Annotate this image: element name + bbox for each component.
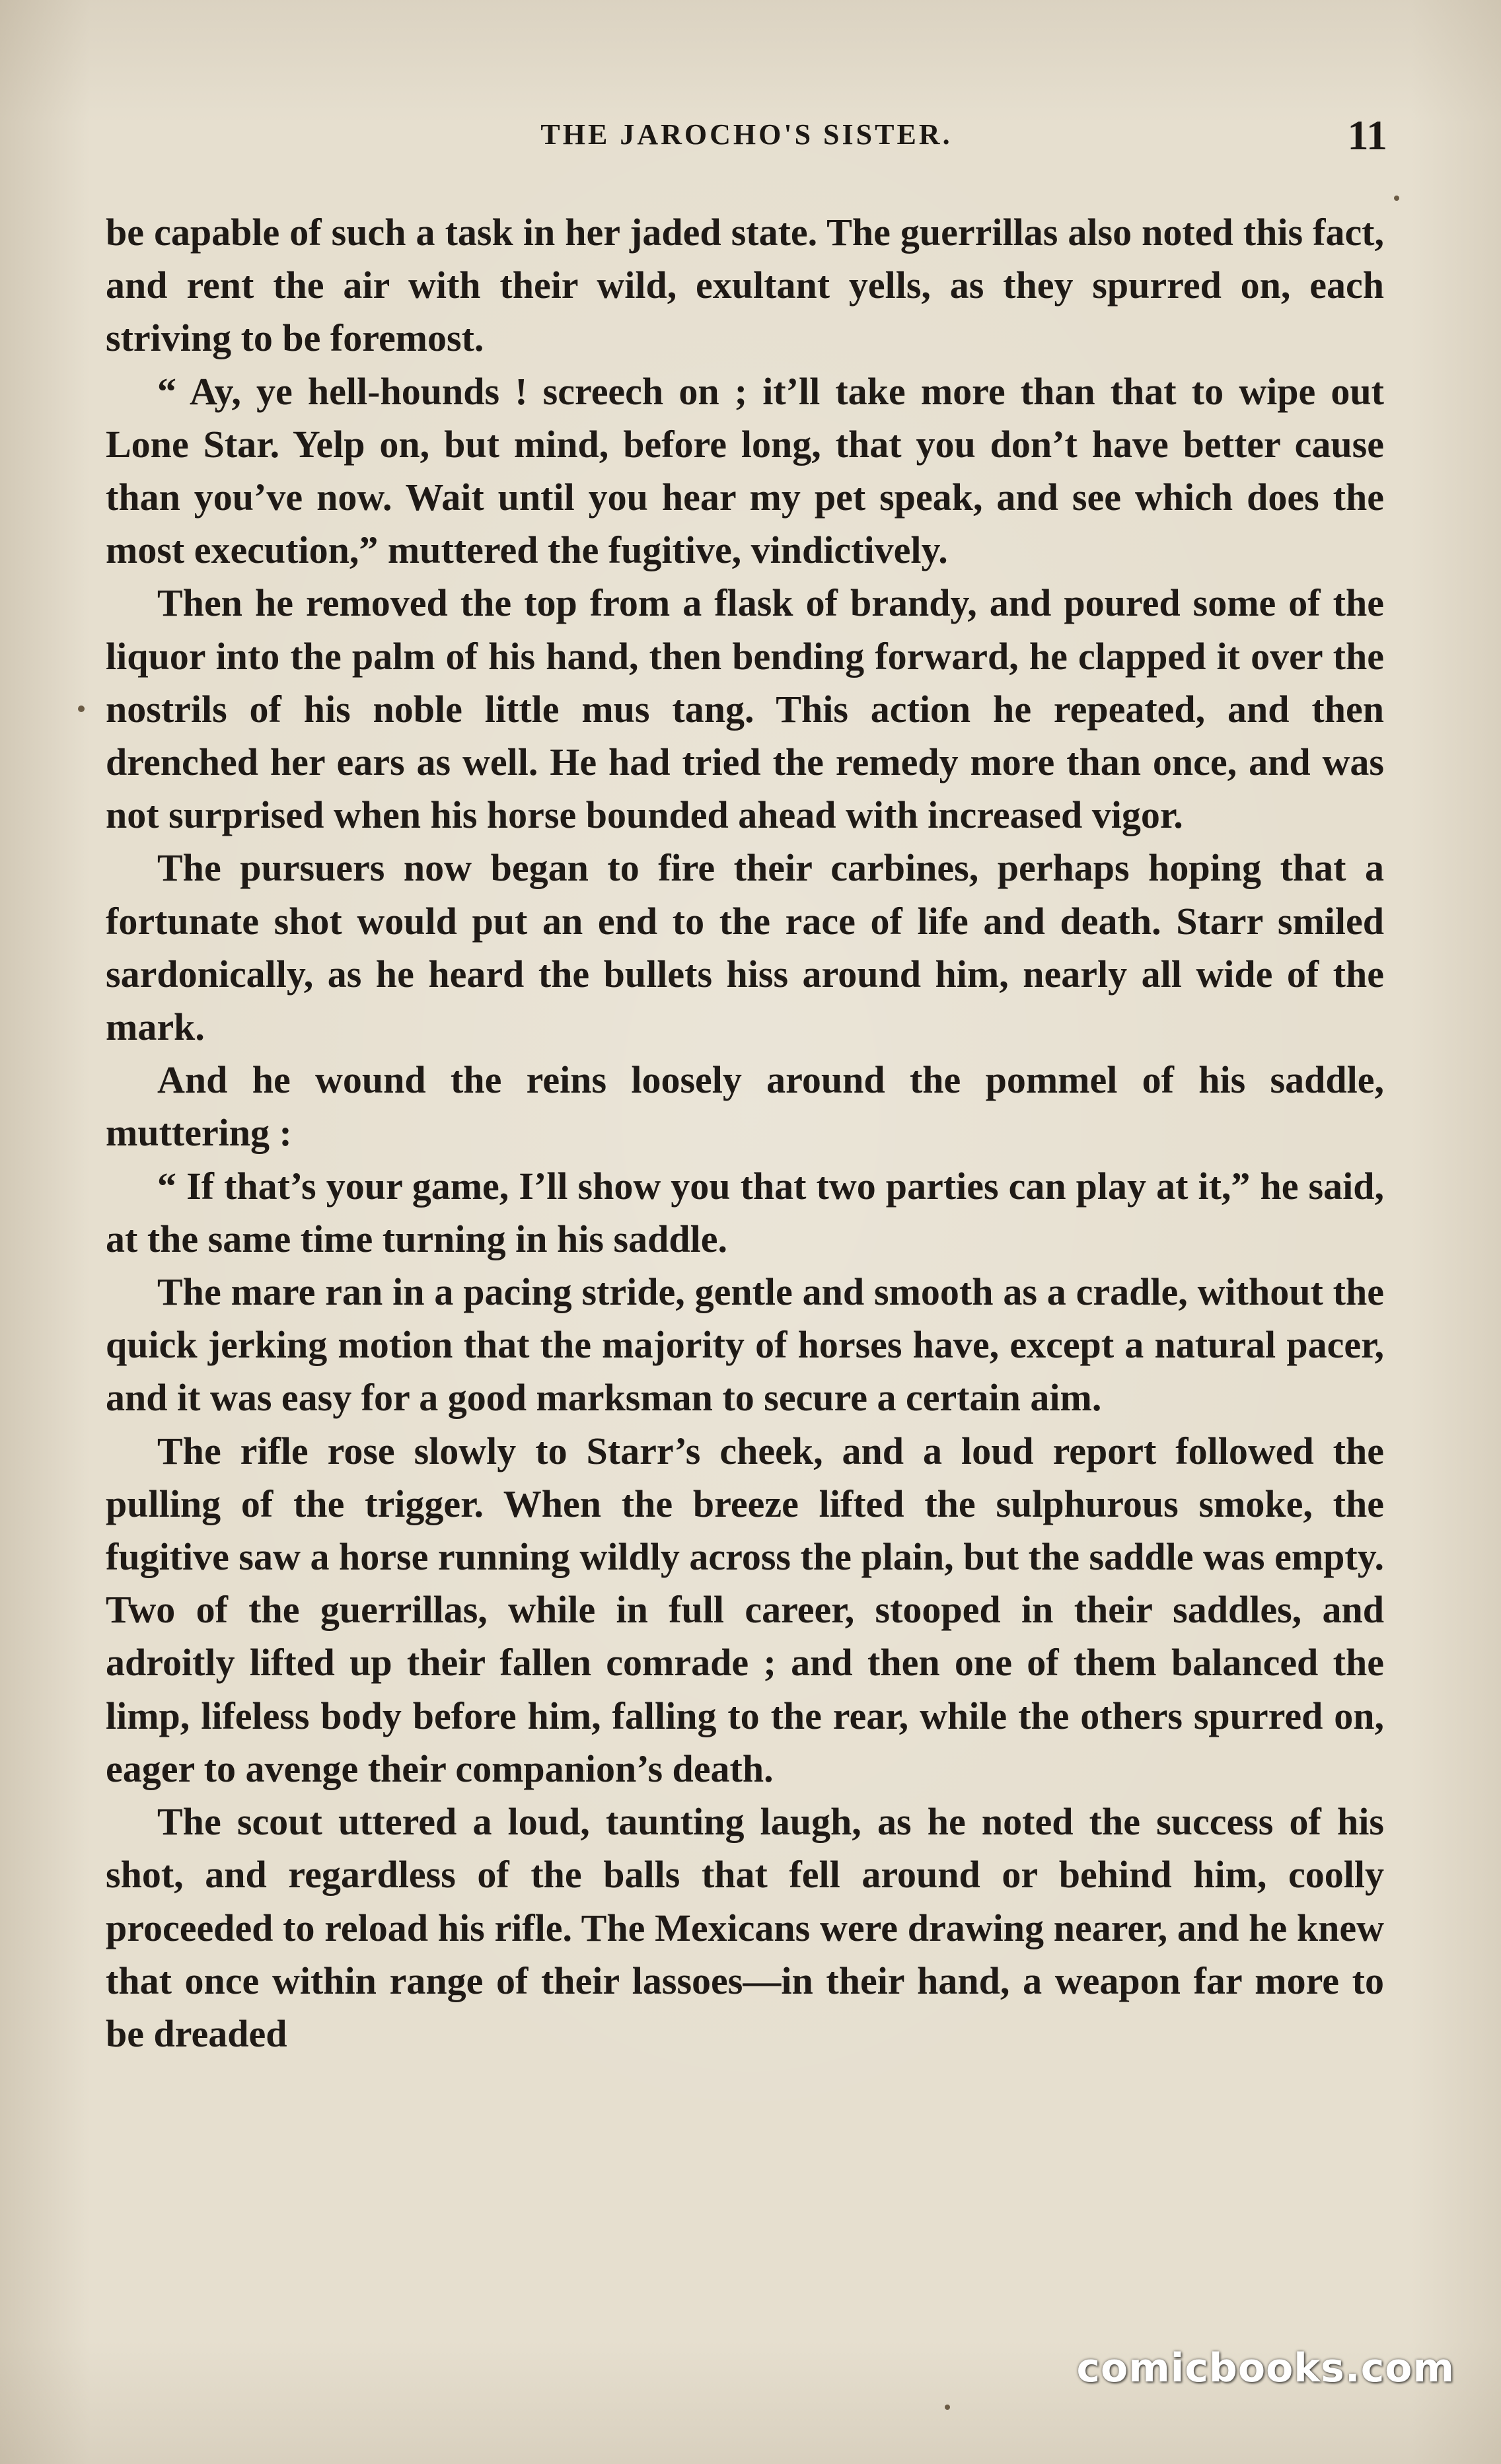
- watermark: comicbooks.com: [1076, 2345, 1455, 2391]
- paper-speck: [78, 706, 85, 712]
- paragraph: “ Ay, ye hell-hounds ! screech on ; it’ll take more than that to wipe out Lone Star. Yelp on, but mind, before long, that you don’t have better cause than you’ve now. Wait until you hear my pet speak, and see which does the most execution,” muttered the fugitive, vindictively.: [106, 369, 1384, 572]
- paragraph: Then he removed the top from a flask of brandy, and poured some of the liquor into the palm of his hand, then bending forward, he clapped it over the nostrils of his noble little mus tang. This action he repeated, and then drenched her ears as well. He had tried the remedy more than once, and was not surprised when his horse bounded ahead with increased vigor.: [106, 581, 1384, 837]
- paper-speck: [1394, 196, 1399, 201]
- paragraph: be capable of such a task in her jaded state. The guerrillas also noted this fact, and rent the air with their wild, exultant yells, as they spurred on, each striving to be foremost.: [106, 211, 1384, 360]
- body-text: [106, 206, 1384, 2060]
- paragraph: The pursuers now began to fire their carbines, perhaps hoping that a fortunate shot would put an end to the race of life and death. Starr smiled sardonically, as he heard the bullets hiss around him, nearly all wide of the mark.: [106, 846, 1384, 1049]
- paragraph: The rifle rose slowly to Starr’s cheek, and a loud report followed the pulling of the trigger. When the breeze lifted the sulphurous smoke, the fugitive saw a horse running wildly across the plain, but the saddle was empty. Two of the guerrillas, while in full career, stooped in their saddles, and adroitly lifted up their fallen comrade ; and then one of them balanced the limp, lifeless body before him, falling to the rear, while the others spurred on, eager to avenge their companion’s death.: [106, 1429, 1384, 1790]
- running-title: THE JAROCHO'S SISTER.: [540, 118, 953, 151]
- paragraph: And he wound the reins loosely around the pommel of his saddle, muttering :: [106, 1058, 1384, 1155]
- paragraph: “ If that’s your game, I’ll show you that two parties can play at it,” he said, at the same time turning in his saddle.: [106, 1164, 1384, 1260]
- paragraph: The scout uttered a loud, taunting laugh, as he noted the success of his shot, and regardless of the balls that fell around or behind him, coolly proceeded to reload his rifle. The Mexicans were drawing nearer, and he knew that once within range of their lassoes—in their hand, a weapon far more to be dreaded: [106, 1800, 1384, 2055]
- running-head: [106, 111, 1387, 164]
- paragraph: The mare ran in a pacing stride, gentle and smooth as a cradle, without the quick jerking motion that the majority of horses have, except a natural pacer, and it was easy for a good marksman to secure a certain aim.: [106, 1270, 1384, 1420]
- page-number: 11: [1347, 112, 1387, 159]
- paper-speck: [945, 2405, 950, 2410]
